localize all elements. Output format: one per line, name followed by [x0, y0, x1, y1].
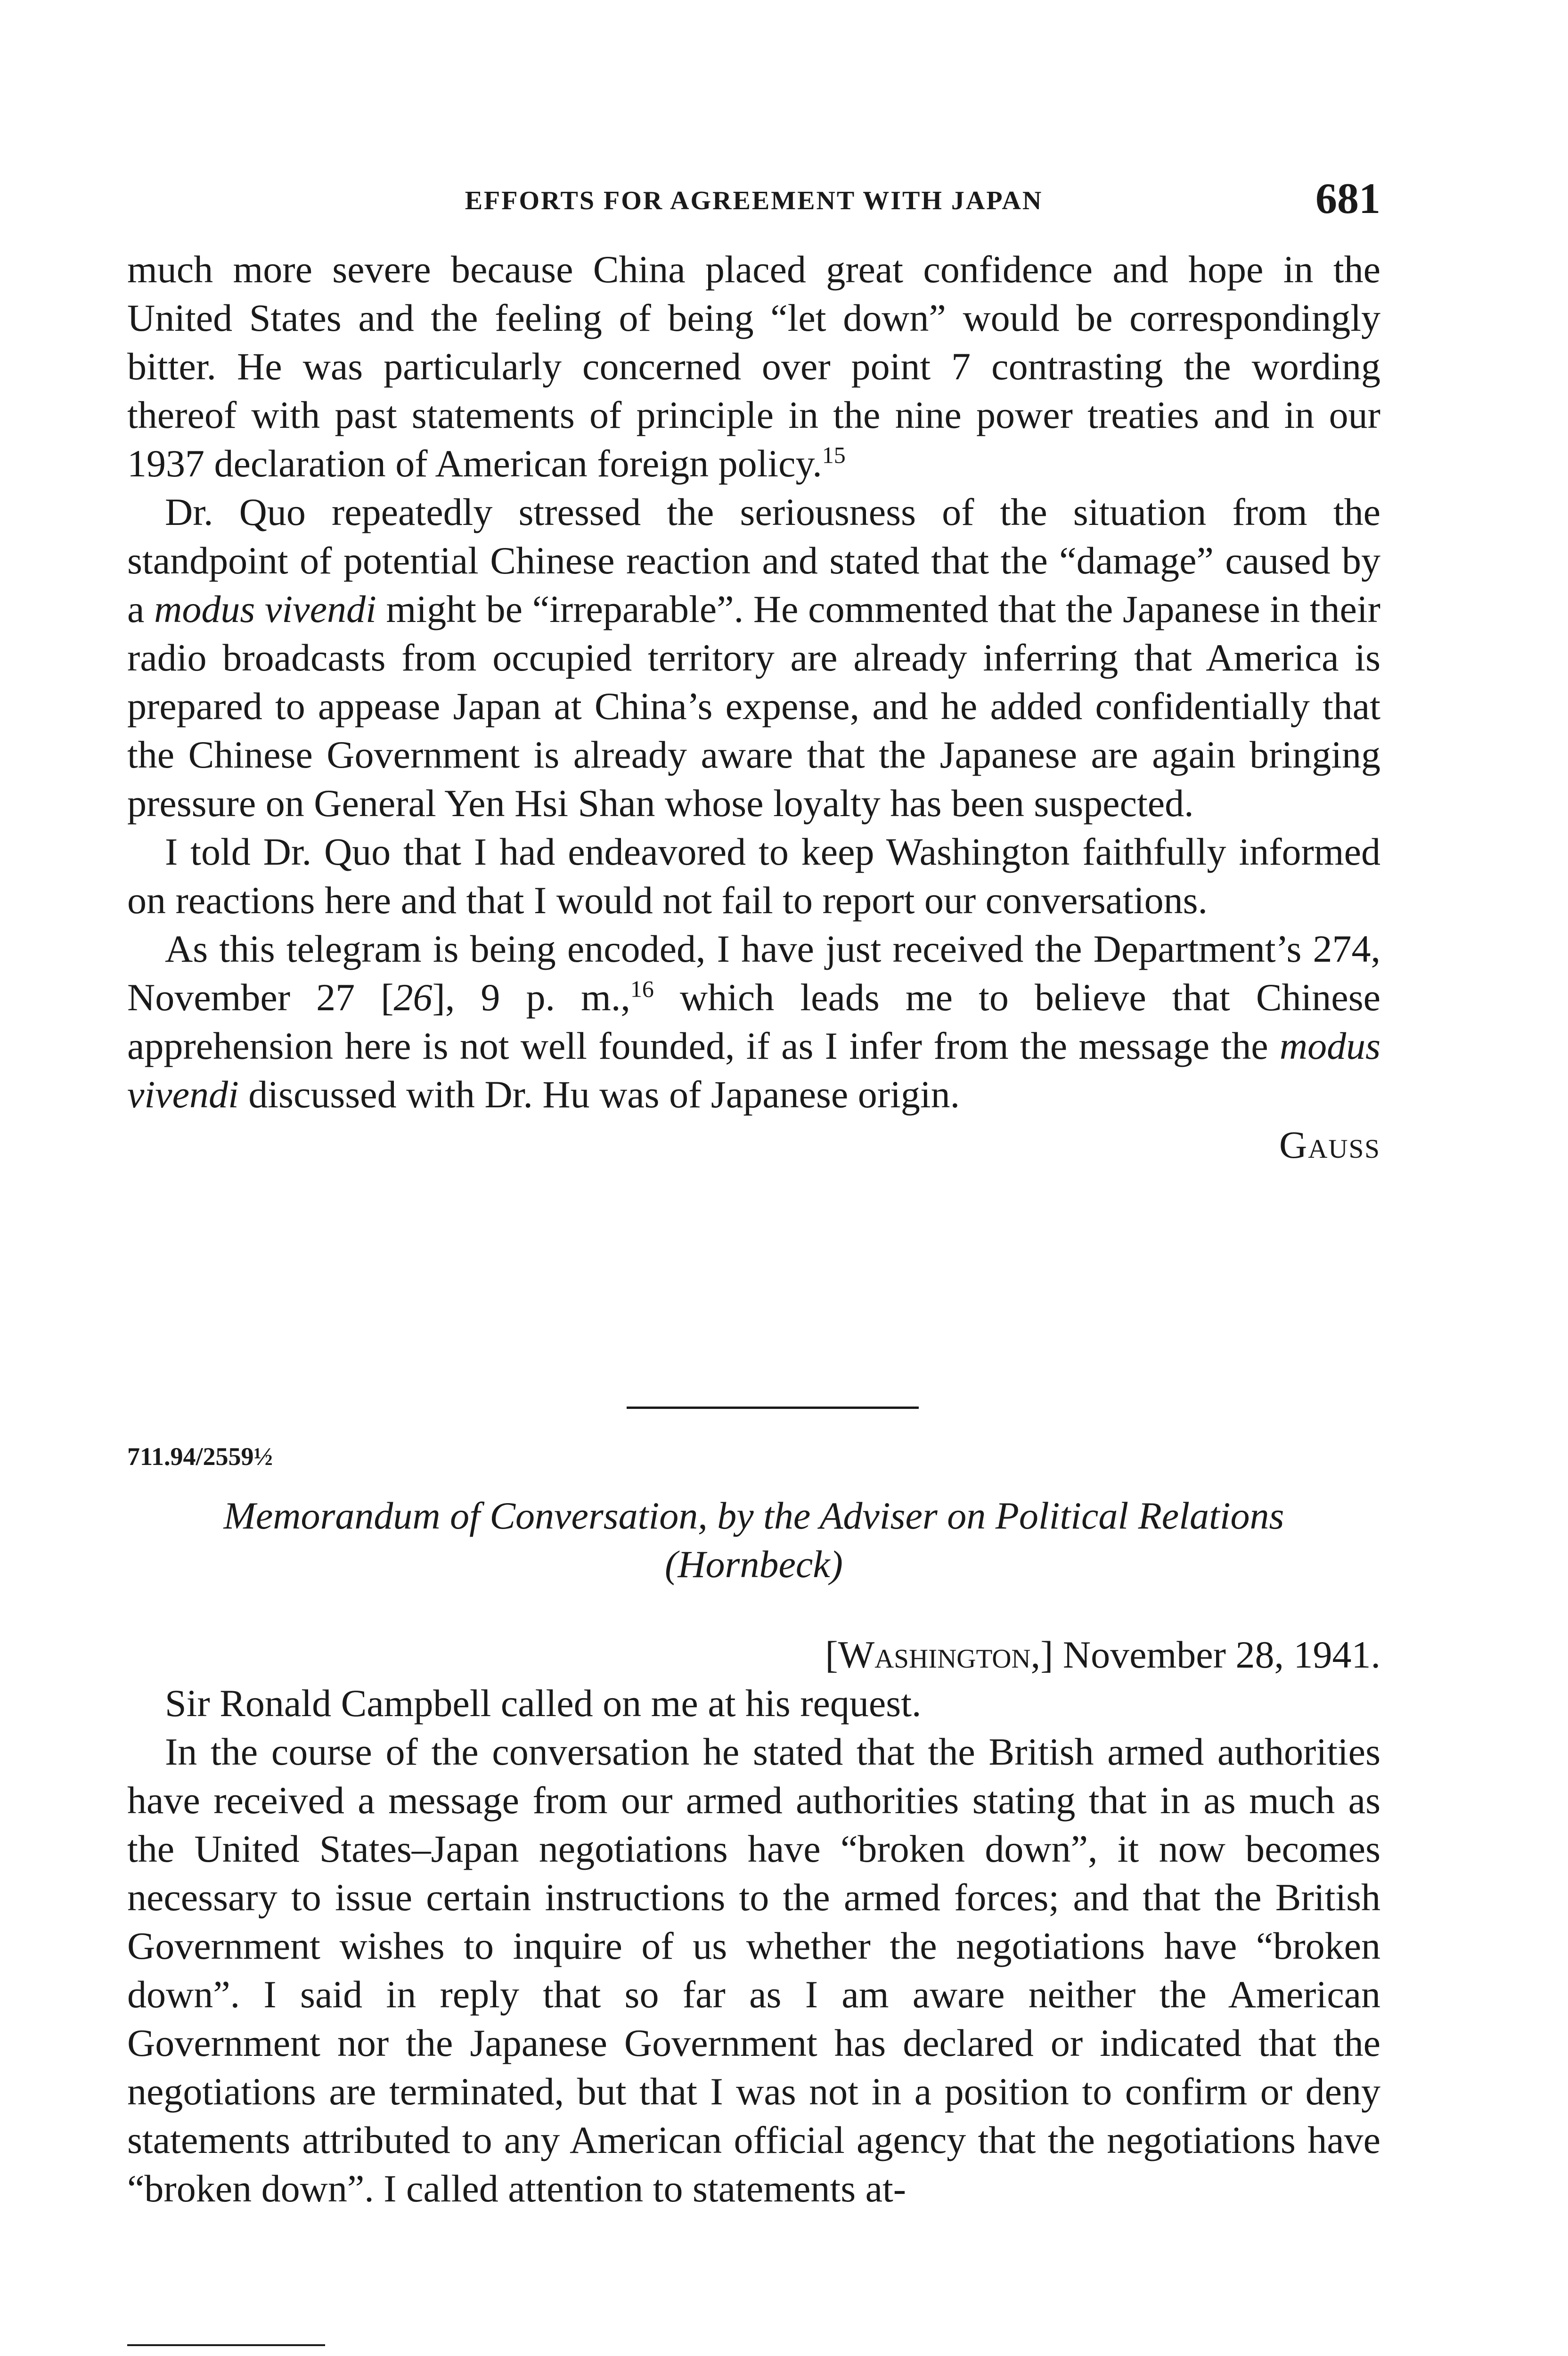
paragraph-text: As this telegram is being encoded, I have just received the Department’s 274, November 27 [	[127, 927, 1380, 1019]
memo-title-line-1: Memorandum of Conversation, by the Adviser on Political Relations	[223, 1494, 1284, 1537]
footnote-rule	[127, 2344, 325, 2346]
italic-term: modus vivendi	[127, 1024, 1380, 1116]
paragraph-text: ], 9 p. m.,	[432, 976, 630, 1019]
footnote-ref-15: 15	[822, 442, 846, 468]
paragraph-text: might be “irreparable”. He commented that the Japanese in their radio broadcasts from occupied territory are already inferring that America is prepared to appease Japan at China’s expense, and he added confidentially that the Chinese Government is already aware that the Japanese are again bringing pressure on General Yen Hsi Shan whose loyalty has been suspected.	[127, 588, 1380, 825]
paragraph-text: much more severe because China placed great confidence and hope in the United States and the feeling of being “let down” would be correspondingly bitter. He was particularly concerned over point 7 contrasting the wording thereof with past statements of principle in the nine power treaties and in our 1937 declaration of American foreign policy.	[127, 248, 1380, 485]
signature: Gauss	[1279, 1123, 1380, 1166]
paragraph-text: discussed with Dr. Hu was of Japanese origin.	[238, 1073, 960, 1116]
page-number: 681	[1315, 174, 1380, 222]
memo-title	[127, 1491, 1380, 1588]
memo-body	[127, 1630, 1380, 2213]
telegram-paragraph-4	[127, 924, 1380, 1119]
file-number: 711.94/2559½	[127, 1442, 273, 1471]
memo-paragraph-2: In the course of the conversation he stated that the British armed authorities have received a message from our armed authorities stating that in as much as the United States–Japan negotiations have “broken down”, it now becomes necessary to issue certain instructions to the armed forces; and that the British Government wishes to inquire of us whether the negotiations have “broken down”. I said in reply that so far as I am aware neither the American Government nor the Japanese Government has declared or indicated that the negotiations are terminated, but that I was not in a position to confirm or deny statements attributed to any American official agency that the negotiations have “broken down”. I called attention to statements at-	[127, 1730, 1380, 2210]
telegram-paragraph-2	[127, 488, 1380, 827]
memo-title-line-2: (Hornbeck)	[665, 1543, 843, 1586]
section-divider	[627, 1407, 919, 1409]
italic-term: modus vivendi	[154, 588, 376, 630]
dateline-date: November 28, 1941.	[1062, 1633, 1380, 1676]
dateline: [Washington,] November 28, 1941.	[825, 1633, 1380, 1676]
running-head	[127, 173, 1380, 230]
telegram-paragraph-1	[127, 245, 1380, 488]
telegram-body	[127, 245, 1380, 1169]
memo-paragraph-1: Sir Ronald Campbell called on me at his request.	[165, 1682, 922, 1725]
running-head-title: EFFORTS FOR AGREEMENT WITH JAPAN	[465, 186, 1043, 215]
footnote-ref-16: 16	[630, 975, 654, 1002]
paragraph-text: Dr. Quo repeatedly stressed the seriousness of the situation from the standpoint of potential Chinese reaction and stated that the “damage” caused by a	[127, 491, 1380, 630]
paragraph-text: which leads me to believe that Chinese apprehension here is not well founded, if as I infer from the message the	[127, 976, 1381, 1067]
dateline-place: Washington,	[838, 1633, 1041, 1676]
italic-date: 26	[393, 976, 433, 1019]
telegram-paragraph-3: I told Dr. Quo that I had endeavored to keep Washington faithfully informed on reactions here and that I would not fail to report our conversations.	[127, 830, 1380, 922]
